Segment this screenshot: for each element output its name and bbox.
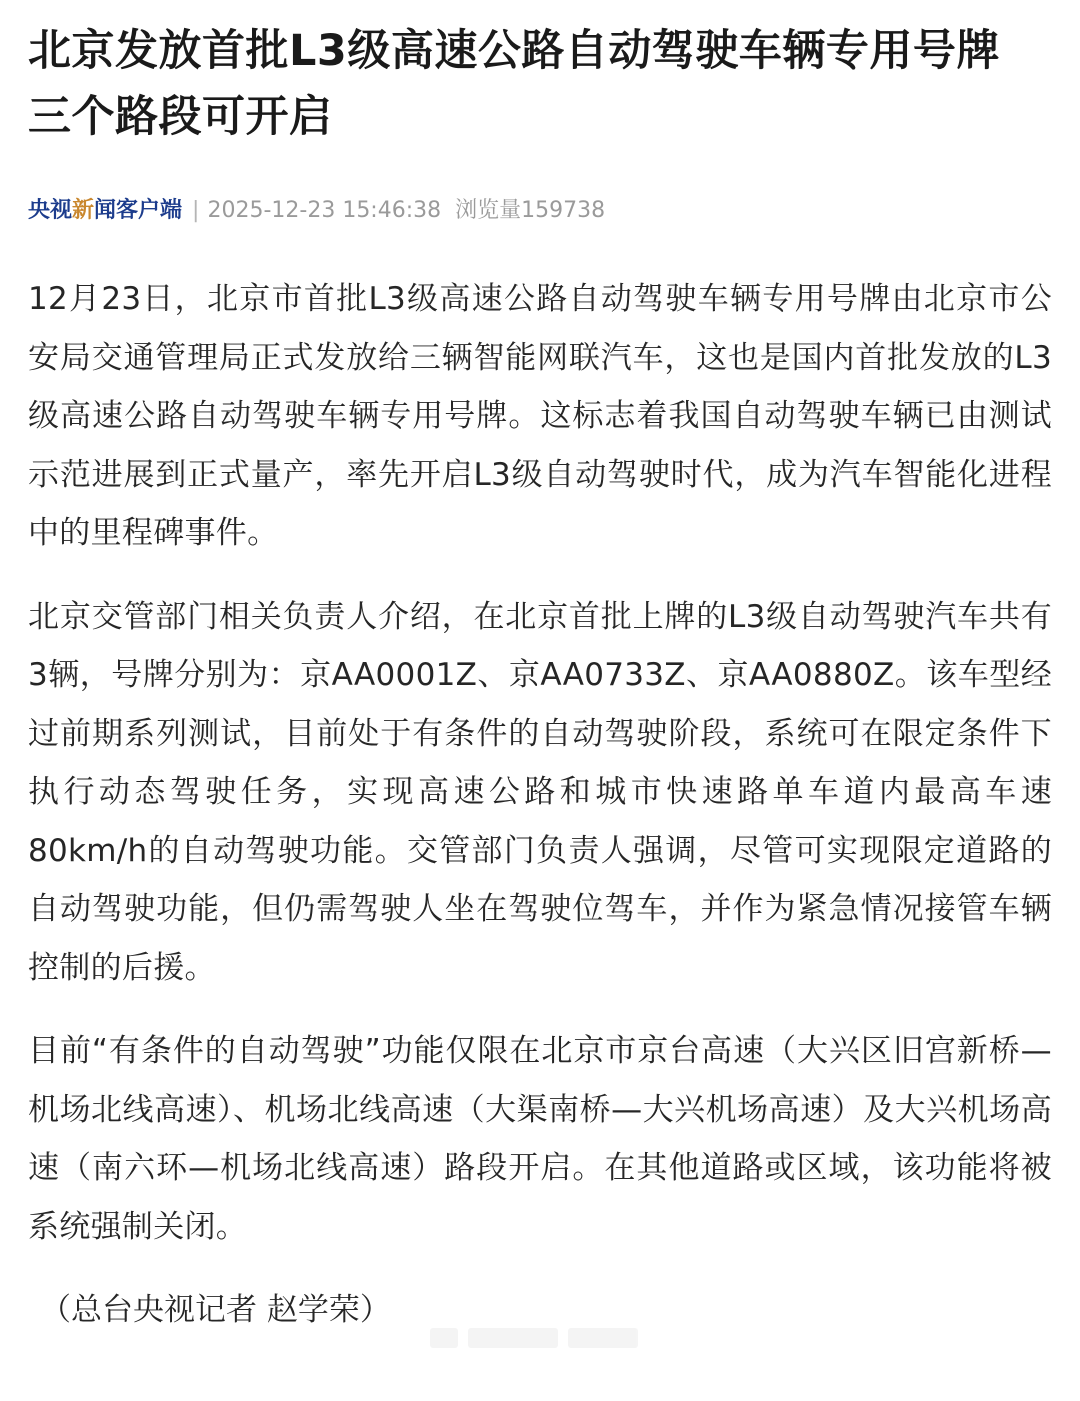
article-paragraph-1: 12月23日，北京市首批L3级高速公路自动驾驶车辆专用号牌由北京市公安局交通管理局正式发放给三辆智能网联汽车，这也是国内首批发放的L3级高速公路自动驾驶车辆专用号牌。这标志着我国自动驾驶车辆已由测试示范进展到正式量产，率先开启L3级自动驾驶时代，成为汽车智能化进程中的里程碑事件。: [28, 281, 1052, 551]
watermark-mark: [468, 1328, 558, 1348]
article-body: [28, 270, 1052, 1339]
source-name-part2: 新: [72, 198, 95, 223]
source-name-part1: 央视: [28, 198, 73, 223]
article-title: 北京发放首批L3级高速公路自动驾驶车辆专用号牌 三个路段可开启: [28, 26, 1000, 142]
article-meta: [28, 196, 1052, 226]
publish-date: 2025-12-23 15:46:38: [207, 198, 442, 223]
watermark-mark: [430, 1328, 458, 1348]
reporter-credit: （总台央视记者 赵学荣）: [40, 1292, 391, 1328]
watermark-mark: [568, 1328, 638, 1348]
view-count: 浏览量159738: [455, 198, 606, 223]
watermark: [430, 1318, 660, 1358]
article-paragraph-3: 目前“有条件的自动驾驶”功能仅限在北京市京台高速（大兴区旧宫新桥—机场北线高速）、机场北线高速（大渠南桥—大兴机场高速）及大兴机场高速（南六环—机场北线高速）路段开启。在其他道路或区域，该功能将被系统强制关闭。: [28, 1033, 1052, 1245]
article-paragraph-2: 北京交管部门相关负责人介绍，在北京首批上牌的L3级自动驾驶汽车共有3辆，号牌分别为：京AA0001Z、京AA0733Z、京AA0880Z。该车型经过前期系列测试，目前处于有条件的自动驾驶阶段，系统可在限定条件下执行动态驾驶任务，实现高速公路和城市快速路单车道内最高车速80km/h的自动驾驶功能。交管部门负责人强调，尽管可实现限定道路的自动驾驶功能，但仍需驾驶人坐在驾驶位驾车，并作为紧急情况接管车辆控制的后援。: [28, 598, 1052, 986]
meta-separator: |: [192, 198, 200, 223]
source-name[interactable]: [28, 196, 182, 226]
article-page: [28, 18, 1052, 1339]
source-name-part3: 闻客户端: [94, 198, 183, 223]
